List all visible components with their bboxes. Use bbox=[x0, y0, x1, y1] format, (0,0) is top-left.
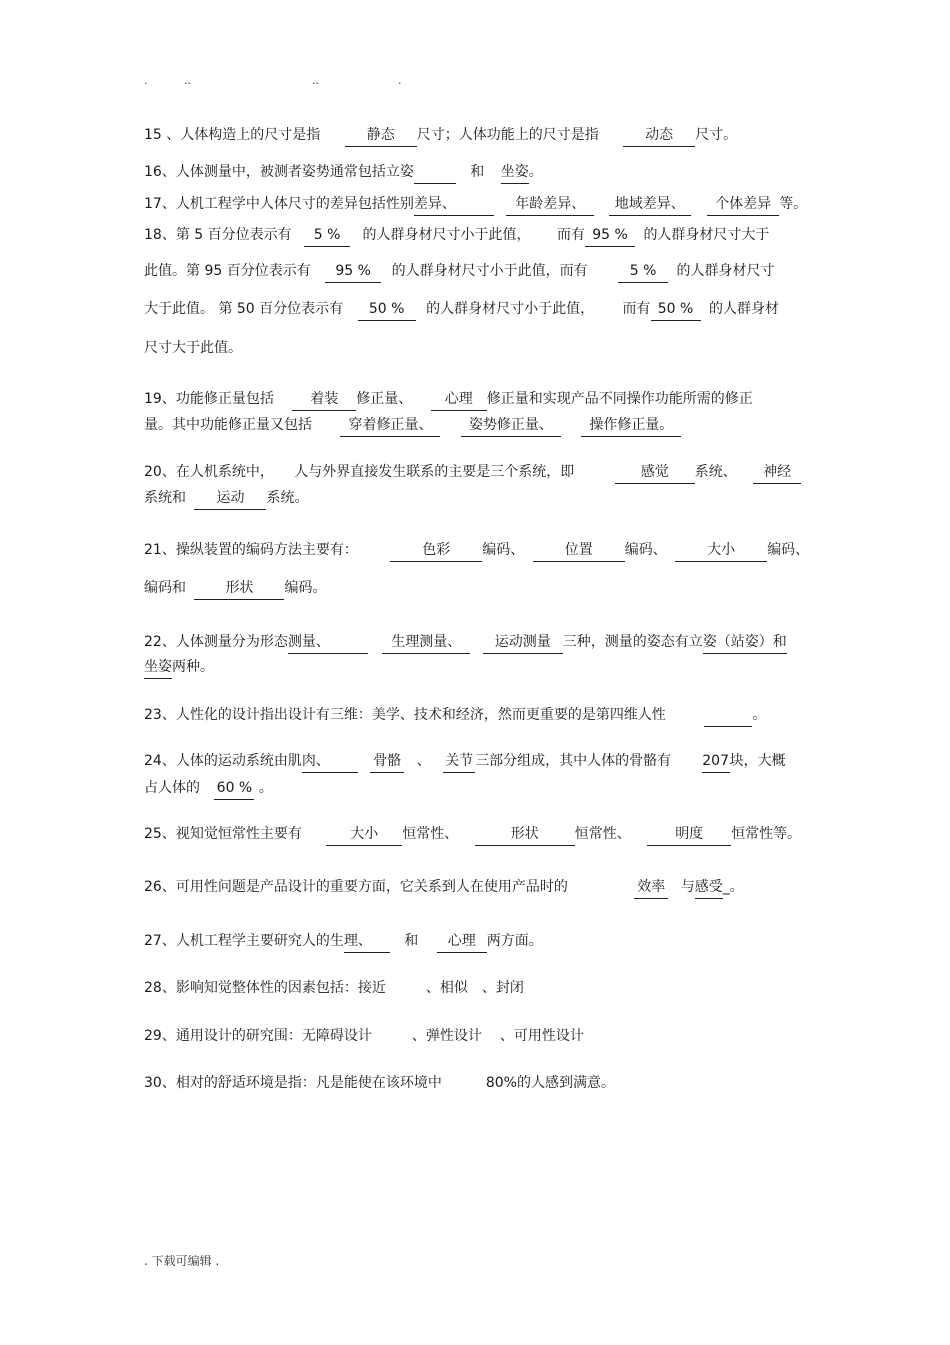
q30-text: 的人感到满意。 bbox=[516, 1075, 615, 1091]
question-20-line-2 bbox=[144, 488, 308, 510]
q29-text: 29、通用设计的研究围：无障碍设计 bbox=[144, 1028, 372, 1044]
q25-text: 恒常性、 bbox=[402, 826, 459, 842]
q20-text: 20、在人机系统中， bbox=[144, 464, 274, 480]
q26-text: 与 bbox=[680, 879, 695, 895]
q19-blank-3: 穿着修正量、 bbox=[340, 415, 440, 437]
q21-text: 21、操纵装置的编码方法主要有： bbox=[144, 542, 358, 558]
q28-text: 、相似 bbox=[425, 980, 468, 996]
header-dot: . bbox=[398, 74, 402, 87]
question-20-line-1 bbox=[144, 462, 801, 484]
q29-text: 、可用性设计 bbox=[499, 1028, 584, 1044]
q30-text: 30、相对的舒适环境是指：凡是能使在该环境中 bbox=[144, 1075, 442, 1091]
q18-text: 的人群身材尺寸小于此值，而有 bbox=[391, 263, 588, 279]
q22-blank-1: 测量、 bbox=[288, 632, 368, 654]
q18-blank-6: 50 % bbox=[651, 299, 701, 321]
q18-blank-1: 5 % bbox=[304, 225, 350, 247]
q25-text: 恒常性、 bbox=[574, 826, 631, 842]
question-25 bbox=[144, 824, 801, 846]
q17-blank-3: 地域差异、 bbox=[609, 194, 691, 216]
q20-text: 系统。 bbox=[266, 490, 309, 506]
q18-text: 的人群身材 bbox=[708, 301, 779, 317]
question-28 bbox=[144, 978, 524, 998]
question-15 bbox=[144, 125, 737, 147]
q27-blank-2: 心理 bbox=[437, 931, 487, 953]
question-26 bbox=[144, 877, 744, 899]
q28-text: 28、影响知觉整体性的因素包括：接近 bbox=[144, 980, 386, 996]
q18-text: 18、第 5 百分位表示有 bbox=[144, 227, 292, 243]
q18-text: 此值。第 95 百分位表示有 bbox=[144, 263, 311, 279]
question-19-line-2 bbox=[144, 415, 681, 437]
q15-text: 15 、人体构造上的尺寸是指 bbox=[144, 127, 321, 143]
q18-text: 尺寸大于此值。 bbox=[144, 340, 242, 356]
q27-text: 和 bbox=[404, 933, 419, 949]
q24-text: 。 bbox=[258, 780, 273, 796]
q20-blank-2: 神经 bbox=[753, 462, 801, 484]
q22-text: 三种，测量的姿态有立 bbox=[562, 634, 703, 650]
q21-blank-1: 色彩 bbox=[390, 540, 482, 562]
q19-blank-1: 着装 bbox=[292, 389, 356, 411]
header-dot: . bbox=[144, 74, 148, 87]
q24-blank-2: 骨骼 bbox=[370, 751, 404, 773]
q22-blank-4: 姿（站姿）和 bbox=[703, 632, 787, 654]
question-30 bbox=[144, 1073, 615, 1093]
q18-text: 的人群身材尺寸小于此值， bbox=[426, 301, 595, 317]
q24-text: 块，大概 bbox=[729, 753, 786, 769]
q16-text: 16、人体测量中，被测者姿势通常包括立姿 bbox=[144, 164, 414, 180]
q25-blank-3: 明度 bbox=[647, 824, 731, 846]
q17-blank-1: 差异、 bbox=[414, 194, 494, 216]
q18-text: 的人群身材尺寸小于此值， bbox=[362, 227, 531, 243]
q22-blank-2: 生理测量、 bbox=[382, 632, 470, 654]
q16-blank-2: 坐姿 bbox=[501, 162, 529, 184]
q19-text: 修正量和实现产品不同操作功能所需的修正 bbox=[486, 391, 753, 407]
question-22-line-2 bbox=[144, 657, 214, 679]
q22-text: 22、人体测量分为形态 bbox=[144, 634, 288, 650]
question-18-line-2 bbox=[144, 261, 775, 283]
q27-blank-1: 理、 bbox=[344, 931, 390, 953]
q26-blank-1: 效率 bbox=[634, 877, 668, 899]
q16-blank-1 bbox=[414, 162, 456, 184]
question-24-line-2 bbox=[144, 778, 273, 800]
q18-blank-5: 50 % bbox=[358, 299, 416, 321]
q20-blank-3: 运动 bbox=[194, 488, 266, 510]
q24-blank-1: 肉、 bbox=[302, 751, 358, 773]
question-21-line-1 bbox=[144, 540, 809, 562]
q21-text: 编码和 bbox=[144, 580, 186, 596]
q30-text: 80% bbox=[485, 1075, 517, 1091]
q26-blank-2: 感受 bbox=[695, 877, 723, 899]
question-29 bbox=[144, 1026, 584, 1046]
q19-blank-2: 心理 bbox=[431, 389, 487, 411]
q20-text: 人与外界直接发生联系的主要是三个系统，即 bbox=[294, 464, 575, 480]
q25-blank-1: 大小 bbox=[326, 824, 402, 846]
q24-blank-5: 60 % bbox=[214, 778, 254, 800]
q16-text: 。 bbox=[528, 164, 543, 180]
q18-blank-2: 95 % bbox=[585, 225, 635, 247]
q15-blank-2: 动态 bbox=[623, 125, 695, 147]
q21-blank-2: 位置 bbox=[533, 540, 625, 562]
q24-text: 占人体的 bbox=[144, 780, 200, 796]
header-dot: .. bbox=[312, 74, 319, 87]
q18-text: 而有 bbox=[622, 301, 651, 317]
q17-blank-4: 个体差异 bbox=[707, 194, 779, 216]
q19-text: 修正量、 bbox=[356, 391, 413, 407]
q26-text: _。 bbox=[722, 879, 744, 895]
q15-text: 尺寸。 bbox=[695, 127, 738, 143]
question-18-line-4 bbox=[144, 338, 242, 358]
q24-text: 24、人体的运动系统由肌 bbox=[144, 753, 302, 769]
q27-text: 两方面。 bbox=[486, 933, 543, 949]
q21-text: 编码。 bbox=[284, 580, 327, 596]
question-18-line-1 bbox=[144, 225, 769, 247]
q28-text: 、封闭 bbox=[481, 980, 524, 996]
q23-text: 。 bbox=[752, 707, 767, 723]
q24-blank-3: 关节 bbox=[443, 751, 475, 773]
q26-text: 26、可用性问题是产品设计的重要方面，它关系到人在使用产品时的 bbox=[144, 879, 568, 895]
q25-text: 恒常性等。 bbox=[731, 826, 802, 842]
q21-text: 编码、 bbox=[767, 542, 810, 558]
q18-blank-4: 5 % bbox=[618, 261, 668, 283]
question-19-line-1 bbox=[144, 389, 753, 411]
q22-blank-5: 坐姿 bbox=[144, 657, 172, 679]
q18-text: 的人群身材尺寸 bbox=[676, 263, 775, 279]
q25-text: 25、视知觉恒常性主要有 bbox=[144, 826, 302, 842]
q15-blank-1: 静态 bbox=[345, 125, 417, 147]
q24-blank-4: 207 bbox=[702, 751, 730, 773]
q25-blank-2: 形状 bbox=[475, 824, 575, 846]
q19-blank-4: 姿势修正量、 bbox=[461, 415, 561, 437]
q17-text: 等。 bbox=[779, 196, 808, 212]
question-17 bbox=[144, 194, 807, 216]
q18-text: 的人群身材尺寸大于 bbox=[643, 227, 770, 243]
q27-text: 27、人机工程学主要研究人的生 bbox=[144, 933, 344, 949]
q17-text: 17、人机工程学中人体尺寸的差异包括性别 bbox=[144, 196, 414, 212]
q22-blank-3: 运动测量 bbox=[483, 632, 563, 654]
q20-blank-1: 感觉 bbox=[615, 462, 695, 484]
q21-text: 编码、 bbox=[482, 542, 525, 558]
q20-text: 系统和 bbox=[144, 490, 186, 506]
q18-text: 而有 bbox=[556, 227, 585, 243]
q18-blank-3: 95 % bbox=[325, 261, 381, 283]
q18-text: 大于此值。 第 50 百分位表示有 bbox=[144, 301, 344, 317]
q24-text: 、 bbox=[416, 753, 431, 769]
question-23 bbox=[144, 705, 766, 727]
q21-blank-4: 形状 bbox=[194, 578, 284, 600]
question-27 bbox=[144, 931, 543, 953]
q23-blank-1 bbox=[704, 705, 752, 727]
q19-text: 19、功能修正量包括 bbox=[144, 391, 274, 407]
q19-text: 量。其中功能修正量又包括 bbox=[144, 417, 312, 433]
q24-text: 三部分组成，其中人体的骨骼有 bbox=[475, 753, 672, 769]
question-21-line-2 bbox=[144, 578, 326, 600]
q21-blank-3: 大小 bbox=[675, 540, 767, 562]
q23-text: 23、人性化的设计指出设计有三维：美学、技术和经济，然而更重要的是第四维人性 bbox=[144, 707, 666, 723]
question-24-line-1 bbox=[144, 751, 786, 773]
question-22-line-1 bbox=[144, 632, 787, 654]
question-18-line-3 bbox=[144, 299, 779, 321]
page-footer: . 下载可编辑 . bbox=[144, 1254, 220, 1268]
q17-blank-2: 年龄差异、 bbox=[506, 194, 594, 216]
q20-text: 系统、 bbox=[694, 464, 737, 480]
q19-blank-5: 操作修正量。 bbox=[581, 415, 681, 437]
q21-text: 编码、 bbox=[624, 542, 667, 558]
q22-text: 两种。 bbox=[172, 659, 214, 675]
question-16 bbox=[144, 162, 543, 184]
header-dot: .. bbox=[184, 74, 191, 87]
q16-text: 和 bbox=[470, 164, 485, 180]
q29-text: 、弹性设计 bbox=[411, 1028, 482, 1044]
q15-text: 尺寸；人体功能上的尺寸是指 bbox=[416, 127, 599, 143]
